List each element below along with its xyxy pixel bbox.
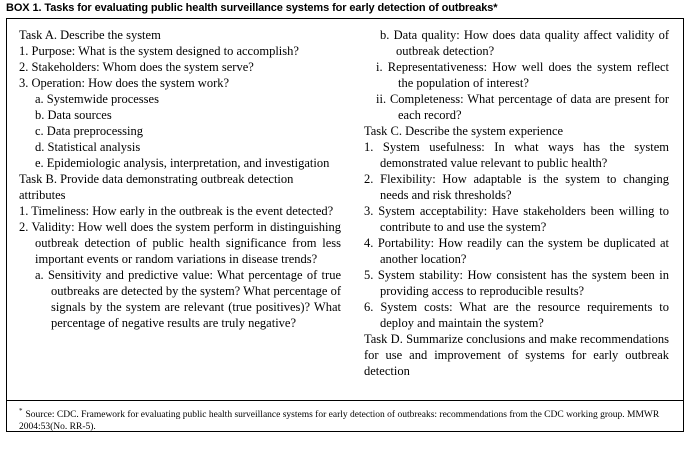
- list-item: 1. System usefulness: In what ways has the system demonstrated value relevant to public health?: [364, 140, 669, 170]
- left-column: [19, 27, 341, 331]
- list-item: 1. Timeliness: How early in the outbreak is the event detected?: [19, 204, 334, 218]
- list-item: d. Statistical analysis: [35, 140, 141, 154]
- footnote: [19, 405, 679, 433]
- content-box: [6, 18, 684, 432]
- list-item: 3. System acceptability: Have stakeholders been willing to contribute to and use the system?: [364, 204, 669, 234]
- list-item: a. Systemwide processes: [35, 92, 159, 106]
- list-item: 2. Stakeholders: Whom does the system serve?: [19, 60, 254, 74]
- footnote-mark: *: [19, 407, 23, 415]
- task-heading: Task A. Describe the system: [19, 28, 161, 42]
- box-title: BOX 1. Tasks for evaluating public health surveillance systems for early detection of outbreaks*: [6, 2, 498, 14]
- right-column: [364, 27, 669, 379]
- list-item: 3. Operation: How does the system work?: [19, 76, 230, 90]
- list-item: 4. Portability: How readily can the system be duplicated at another location?: [364, 236, 669, 266]
- list-item: i. Representativeness: How well does the system reflect the population of interest?: [376, 60, 669, 90]
- list-item: 2. Flexibility: How adaptable is the system to changing needs and risk thresholds?: [364, 172, 669, 202]
- list-item: 6. System costs: What are the resource requirements to deploy and maintain the system?: [364, 300, 669, 330]
- list-item: 1. Purpose: What is the system designed to accomplish?: [19, 44, 299, 58]
- list-item: 5. System stability: How consistent has the system been in providing access to reproducible results?: [364, 268, 669, 298]
- task-heading: Task C. Describe the system experience: [364, 124, 564, 138]
- list-item: 2. Validity: How well does the system perform in distinguishing outbreak detection of public health significance from less important events or random variations in disease trends?: [19, 220, 341, 266]
- footnote-text: Source: CDC. Framework for evaluating public health surveillance systems for early detection of outbreaks: recommendations from the CDC working group. MMWR 2004:53(No. RR-5).: [19, 410, 660, 433]
- task-heading: Task B. Provide data demonstrating outbreak detection attributes: [19, 172, 294, 202]
- task-heading: Task D. Summarize conclusions and make recommendations for use and improvement of systems for early outbreak detection: [364, 332, 669, 378]
- list-item: e. Epidemiologic analysis, interpretation, and investigation: [35, 156, 330, 170]
- list-item: a. Sensitivity and predictive value: What percentage of true outbreaks are detected by the system? What percentage of signals by the system are relevant (true positives)? What percentage of negative results are truly negative?: [35, 268, 341, 330]
- list-item: b. Data sources: [35, 108, 112, 122]
- list-item: ii. Completeness: What percentage of data are present for each record?: [376, 92, 669, 122]
- list-item: c. Data preprocessing: [35, 124, 143, 138]
- list-item: b. Data quality: How does data quality affect validity of outbreak detection?: [380, 28, 669, 58]
- footnote-divider: [7, 400, 683, 401]
